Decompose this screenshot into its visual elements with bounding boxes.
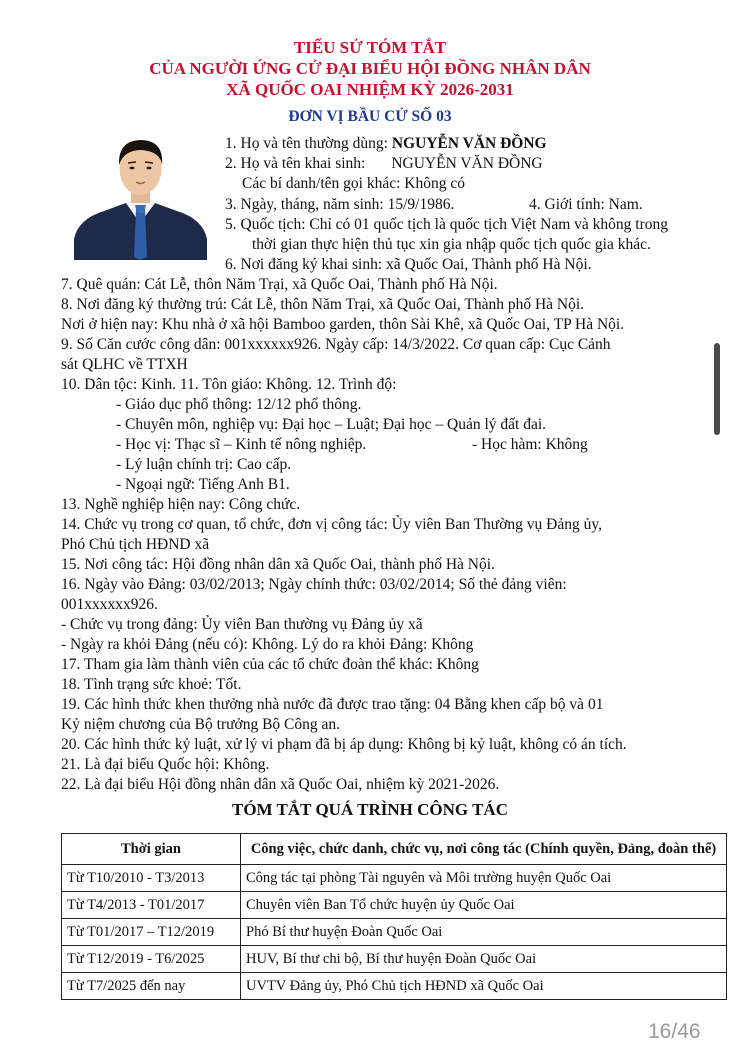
career-time: Từ T7/2025 đến nay bbox=[62, 973, 241, 1000]
bio-birthdate: 3. Ngày, tháng, năm sinh: 15/9/1986. bbox=[225, 196, 455, 213]
career-time: Từ T4/2013 - T01/2017 bbox=[62, 892, 241, 919]
bio-party-join: 16. Ngày vào Đảng: 03/02/2013; Ngày chính thức: 03/02/2014; Số thẻ đảng viên: bbox=[61, 576, 567, 593]
career-table bbox=[61, 833, 727, 1000]
career-work: Công tác tại phòng Tài nguyên và Môi trường huyện Quốc Oai bbox=[241, 865, 727, 892]
bio-discipline: 20. Các hình thức kỷ luật, xử lý vi phạm đã bị áp dụng: Không bị kỷ luật, không có án tích. bbox=[61, 736, 627, 753]
doc-subtitle: CỦA NGƯỜI ỨNG CỬ ĐẠI BIỂU HỘI ĐỒNG NHÂN DÂN bbox=[149, 59, 591, 78]
bio-ethnicity-religion: 10. Dân tộc: Kinh. 11. Tôn giáo: Không. 12. Trình độ: bbox=[61, 376, 397, 393]
candidate-photo bbox=[74, 127, 207, 260]
bio-birth-name: 2. Họ và tên khai sinh: NGUYỄN VĂN ĐỒNG bbox=[225, 155, 543, 172]
bio-profession: - Chuyên môn, nghiệp vụ: Đại học – Luật; Đại học – Quản lý đất đai. bbox=[116, 416, 547, 433]
table-row bbox=[62, 919, 727, 946]
career-title: TÓM TẮT QUÁ TRÌNH CÔNG TÁC bbox=[232, 800, 508, 819]
bio-position-cont: Phó Chủ tịch HĐND xã bbox=[61, 536, 210, 553]
bio-permanent-address: 8. Nơi đăng ký thường trú: Cát Lễ, thôn Năm Trại, xã Quốc Oai, Thành phố Hà Nội. bbox=[61, 296, 585, 313]
bio-foreign-language: - Ngoại ngữ: Tiếng Anh B1. bbox=[116, 476, 290, 493]
career-work: Chuyên viên Ban Tổ chức huyện ủy Quốc Oai bbox=[241, 892, 727, 919]
scrollbar-thumb[interactable] bbox=[714, 343, 720, 435]
bio-gender: 4. Giới tính: Nam. bbox=[529, 196, 643, 213]
career-work: UVTV Đảng ủy, Phó Chủ tịch HĐND xã Quốc Oai bbox=[241, 973, 727, 1000]
bio-awards-cont: Kỷ niệm chương của Bộ trưởng Bộ Công an. bbox=[61, 716, 341, 733]
page-indicator: 16/46 bbox=[648, 1020, 701, 1043]
bio-aliases: Các bí danh/tên gọi khác: Không có bbox=[242, 175, 465, 192]
career-header-row bbox=[62, 834, 727, 865]
bio-id-card: 9. Số Căn cước công dân: 001xxxxxx926. Ngày cấp: 14/3/2022. Cơ quan cấp: Cục Cảnh bbox=[61, 336, 611, 353]
bio-common-name: 1. Họ và tên thường dùng: NGUYỄN VĂN ĐỒNG bbox=[225, 135, 547, 152]
bio-current-address: Nơi ở hiện nay: Khu nhà ở xã hội Bamboo garden, thôn Sài Khê, xã Quốc Oai, TP Hà Nội. bbox=[61, 316, 625, 333]
bio-occupation: 13. Nghề nghiệp hiện nay: Công chức. bbox=[61, 496, 301, 513]
bio-education: - Giáo dục phổ thông: 12/12 phổ thông. bbox=[116, 396, 362, 413]
table-row bbox=[62, 946, 727, 973]
career-time: Từ T01/2017 – T12/2019 bbox=[62, 919, 241, 946]
career-col-time: Thời gian bbox=[62, 834, 241, 865]
bio-political-theory: - Lý luận chính trị: Cao cấp. bbox=[116, 456, 292, 473]
career-work: HUV, Bí thư chi bộ, Bí thư huyện Đoàn Quốc Oai bbox=[241, 946, 727, 973]
bio-awards: 19. Các hình thức khen thưởng nhà nước đã được trao tặng: 04 Bằng khen cấp bộ và 01 bbox=[61, 696, 604, 713]
bio-workplace: 15. Nơi công tác: Hội đồng nhân dân xã Quốc Oai, thành phố Hà Nội. bbox=[61, 556, 495, 573]
career-col-work: Công việc, chức danh, chức vụ, nơi công tác (Chính quyền, Đảng, đoàn thể) bbox=[241, 834, 727, 865]
bio-party-card: 001xxxxxx926. bbox=[61, 596, 158, 613]
bio-party-position: - Chức vụ trong đảng: Ủy viên Ban thường vụ Đảng ủy xã bbox=[61, 616, 423, 633]
bio-id-card-cont: sát QLHC về TTXH bbox=[61, 356, 188, 373]
bio-academic-rank: - Học hàm: Không bbox=[472, 436, 588, 453]
doc-title: TIỂU SỬ TÓM TẮT bbox=[293, 38, 447, 57]
bio-organizations: 17. Tham gia làm thành viên của các tổ chức đoàn thể khác: Không bbox=[61, 656, 479, 673]
bio-position: 14. Chức vụ trong cơ quan, tổ chức, đơn vị công tác: Ủy viên Ban Thường vụ Đảng ủy, bbox=[61, 516, 602, 533]
table-row bbox=[62, 865, 727, 892]
bio-council-member: 22. Là đại biểu Hội đồng nhân dân xã Quốc Oai, nhiệm kỳ 2021-2026. bbox=[61, 776, 500, 793]
bio-hometown: 7. Quê quán: Cát Lễ, thôn Năm Trại, xã Quốc Oai, Thành phố Hà Nội. bbox=[61, 276, 498, 293]
bio-national-assembly: 21. Là đại biểu Quốc hội: Không. bbox=[61, 756, 270, 773]
doc-term: XÃ QUỐC OAI NHIỆM KỲ 2026-2031 bbox=[226, 80, 514, 99]
table-row bbox=[62, 892, 727, 919]
table-row bbox=[62, 973, 727, 1000]
career-time: Từ T12/2019 - T6/2025 bbox=[62, 946, 241, 973]
bio-degree: - Học vị: Thạc sĩ – Kinh tế nông nghiệp. bbox=[116, 436, 367, 453]
bio-nationality: 5. Quốc tịch: Chỉ có 01 quốc tịch là quốc tịch Việt Nam và không trong bbox=[225, 216, 669, 233]
bio-health: 18. Tình trạng sức khoẻ: Tốt. bbox=[61, 676, 242, 693]
bio-party-leave: - Ngày ra khỏi Đảng (nếu có): Không. Lý do ra khỏi Đảng: Không bbox=[61, 636, 474, 653]
bio-nationality-cont: thời gian thực hiện thủ tục xin gia nhập quốc tịch quốc gia khác. bbox=[252, 236, 651, 253]
career-time: Từ T10/2010 - T3/2013 bbox=[62, 865, 241, 892]
bio-birth-registration: 6. Nơi đăng ký khai sinh: xã Quốc Oai, Thành phố Hà Nội. bbox=[225, 256, 592, 273]
election-unit: ĐƠN VỊ BẦU CỬ SỐ 03 bbox=[288, 108, 452, 125]
career-work: Phó Bí thư huyện Đoàn Quốc Oai bbox=[241, 919, 727, 946]
